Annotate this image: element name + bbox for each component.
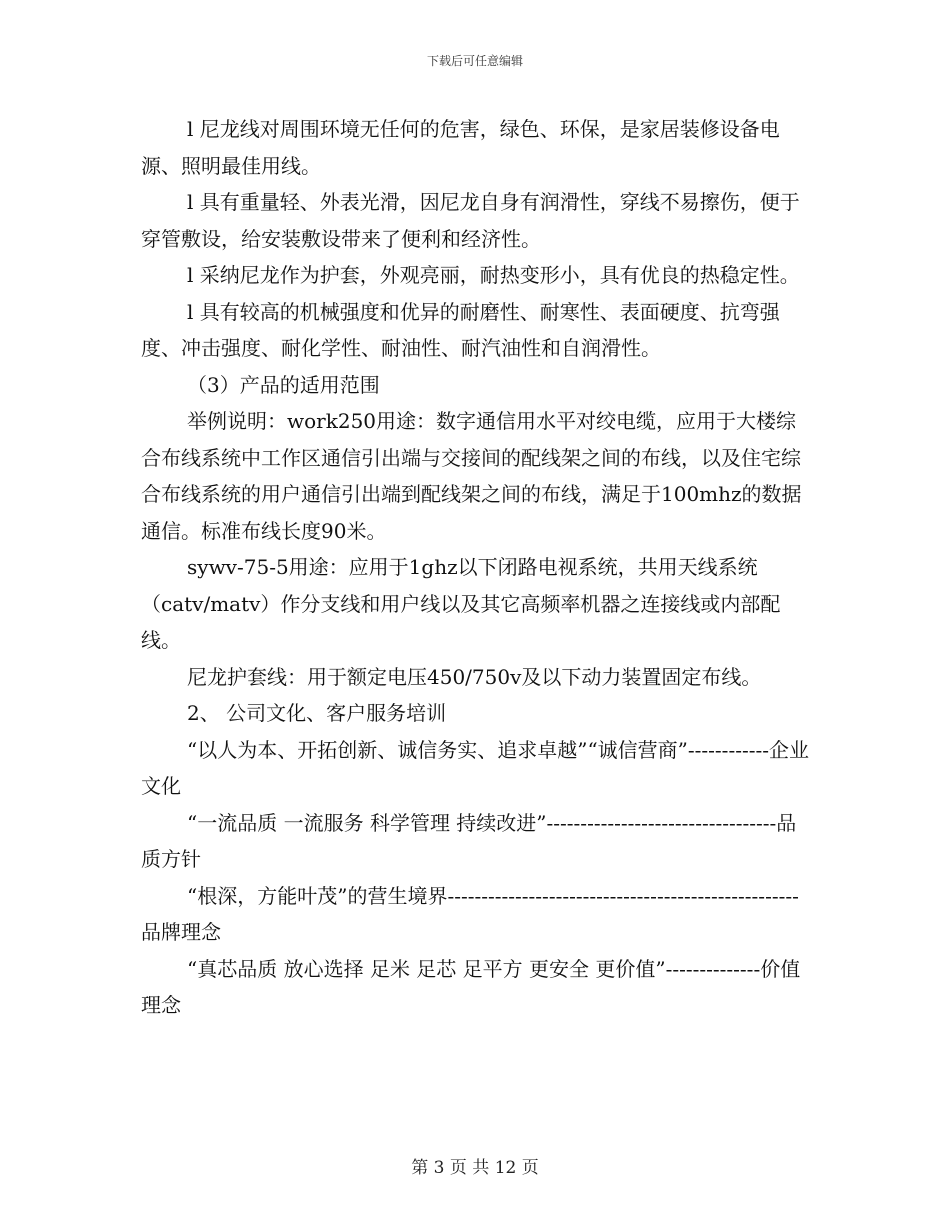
section-heading-scope: （3）产品的适用范围 [187,372,380,397]
body-paragraph-example: 举例说明：work250用途：数字通信用水平对绞电缆，应用于大楼综合布线系统中工作区通信引出端与交接间的配线架之间的布线，以及住宅综合布线系统的用户通信引出端到配线架之间的布线，满足于100mhz的数据通信。标准布线长度90米。 [141,409,802,543]
body-paragraph-1: l 尼龙线对周围环境无任何的危害，绿色、环保，是家居装修设备电源、照明最佳用线。 [141,117,780,178]
body-paragraph-nylon-sheath: 尼龙护套线：用于额定电压450/750v及以下动力装置固定布线。 [187,664,762,689]
slogan-brand-concept: “根深，方能叶茂”的营生境界----------------------------------------------------品牌理念 [141,883,799,944]
slogan-enterprise-culture: “以人为本、开拓创新、诚信务实、追求卓越”“诚信营商”------------企业文化 [141,737,809,798]
body-paragraph-4: l 具有较高的机械强度和优异的耐磨性、耐寒性、表面硬度、抗弯强度、冲击强度、耐化学性、耐油性、耐汽油性和自润滑性。 [141,299,780,360]
body-paragraph-sywv: sywv-75-5用途：应用于1ghz以下闭路电视系统，共用天线系统（catv/matv）作分支线和用户线以及其它高频率机器之连接线或内部配线。 [141,555,781,652]
slogan-value-concept: “真芯品质 放心选择 足米 足芯 足平方 更安全 更价值”--------------价值理念 [141,956,801,1017]
body-paragraph-3: l 采纳尼龙作为护套，外观亮丽，耐热变形小，具有优良的热稳定性。 [187,263,800,287]
page-header: 下载后可任意编辑 [426,54,523,68]
section-heading-culture: 2、 公司文化、客户服务培训 [187,701,447,725]
slogan-quality-policy: “一流品质 一流服务 科学管理 持续改进”----------------------------------品质方针 [141,810,797,871]
body-paragraph-2: l 具有重量轻、外表光滑，因尼龙自身有润滑性，穿线不易擦伤，便于穿管敷设，给安装敷设带来了便利和经济性。 [141,190,800,251]
document-body [141,111,811,1024]
page-number-footer: 第 3 页 共 12 页 [411,1158,539,1178]
